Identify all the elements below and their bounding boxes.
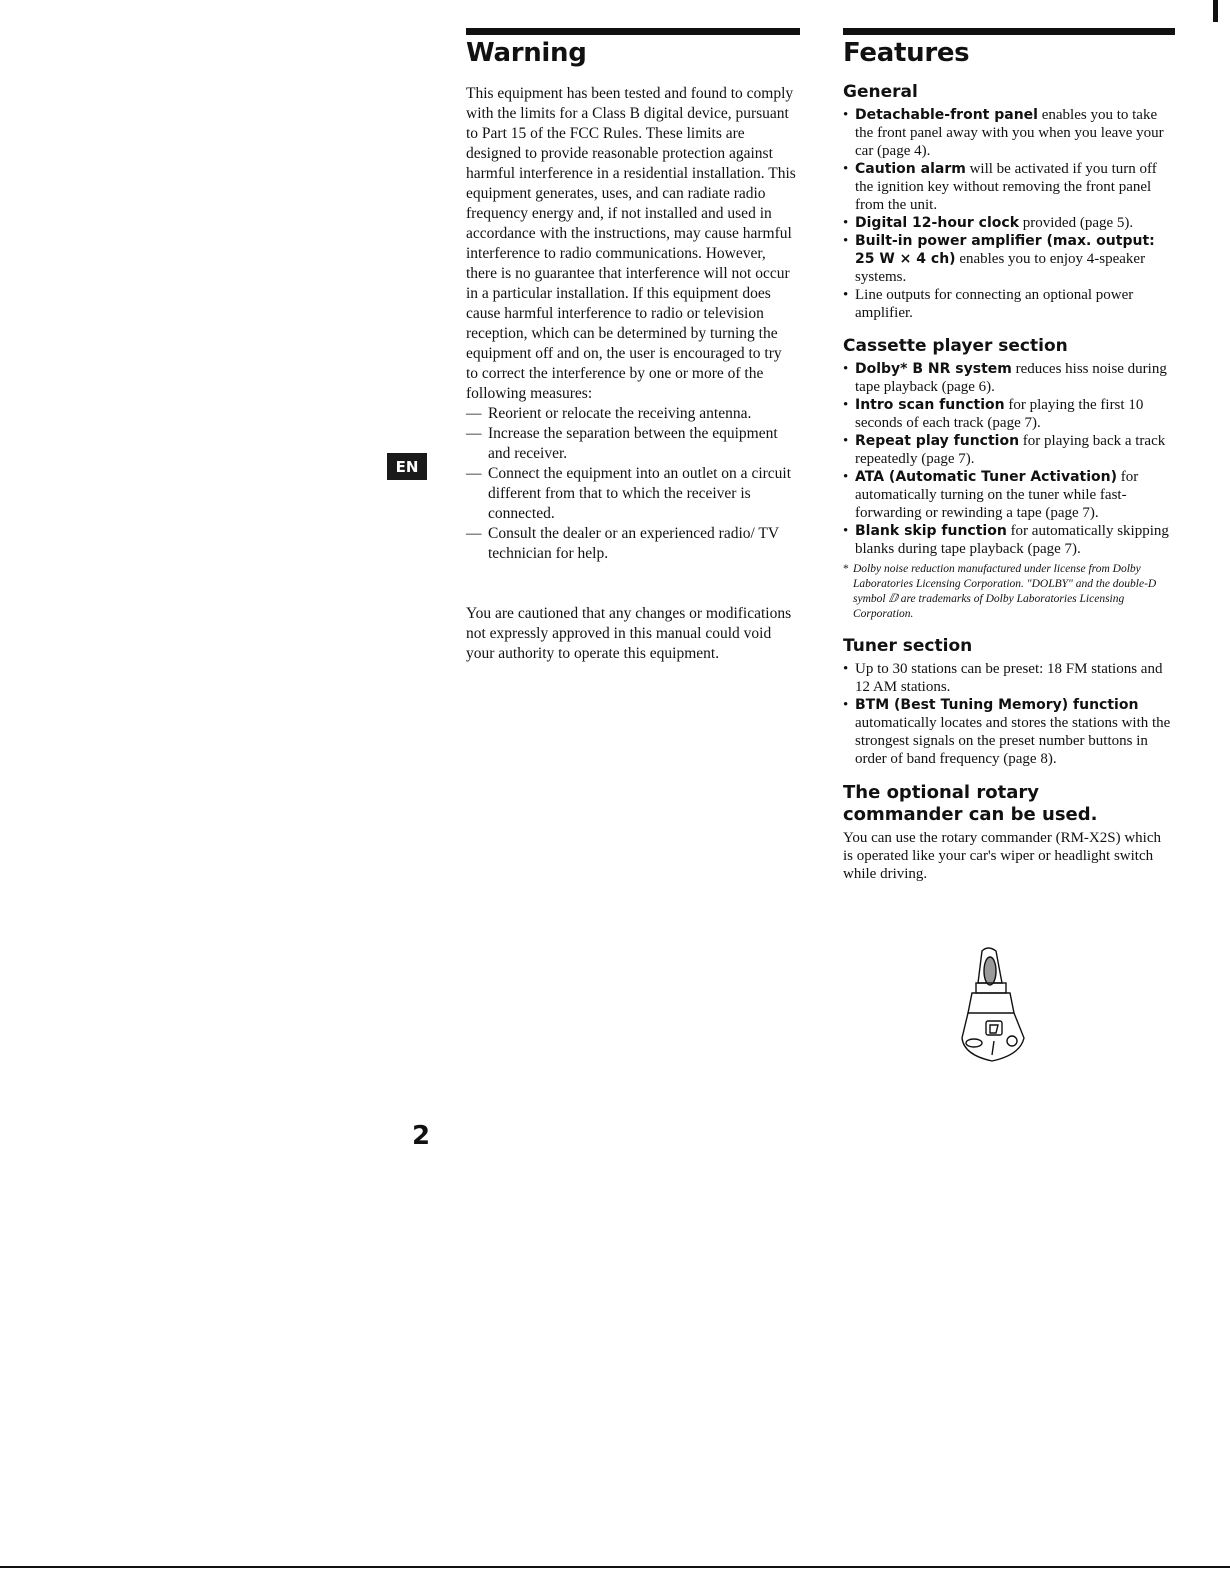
- feature-keyword: Built-in power amplifier (max. output: 25 W × 4 ch): [855, 233, 1155, 267]
- general-section: [843, 82, 1173, 322]
- measure-item: — Consult the dealer or an experienced radio/ TV technician for help.: [466, 524, 796, 564]
- tuner-heading: Tuner section: [843, 636, 973, 656]
- general-list: [843, 106, 1173, 322]
- general-heading: General: [843, 82, 918, 102]
- bottom-edge-line: [0, 1566, 1230, 1568]
- features-column: [843, 82, 1173, 897]
- cassette-section: [843, 336, 1173, 622]
- feature-text: reduces hiss noise during tape playback (page 6).: [855, 361, 1167, 395]
- feature-text: automatically locates and stores the stations with the strongest signals on the preset number buttons in order of band frequency (page 8).: [855, 715, 1171, 767]
- feature-keyword: Dolby* B NR system: [855, 361, 1012, 377]
- feature-text: for playing the first 10 seconds of each track (page 7).: [855, 397, 1144, 431]
- tuner-section: [843, 636, 1173, 768]
- features-title: Features: [843, 38, 970, 68]
- feature-item: [843, 432, 1173, 468]
- feature-text: Line outputs for connecting an optional power amplifier.: [855, 287, 1134, 321]
- warning-notice: You are cautioned that any changes or modifications not expressly approved in this manual could void your authority to operate this equipment.: [466, 605, 792, 662]
- feature-item: [843, 232, 1173, 286]
- feature-item: [843, 522, 1173, 558]
- feature-item: [843, 286, 1173, 322]
- feature-text: for playing back a track repeatedly (page 7).: [855, 433, 1166, 467]
- feature-text: for automatically turning on the tuner while fast-forwarding or rewinding a tape (page 7).: [855, 469, 1139, 521]
- feature-keyword: Digital 12-hour clock: [855, 215, 1020, 231]
- measure-item: — Reorient or relocate the receiving antenna.: [466, 404, 796, 424]
- rotary-section: [843, 782, 1173, 883]
- feature-keyword: Repeat play function: [855, 433, 1020, 449]
- warning-rule: [466, 28, 800, 35]
- warning-column: [466, 84, 796, 664]
- feature-keyword: BTM (Best Tuning Memory) function: [855, 697, 1139, 713]
- feature-text: provided (page 5).: [1019, 215, 1134, 231]
- feature-text: Up to 30 stations can be preset: 18 FM stations and 12 AM stations.: [855, 661, 1163, 695]
- feature-text: enables you to enjoy 4-speaker systems.: [855, 251, 1146, 285]
- feature-keyword: Intro scan function: [855, 397, 1005, 413]
- feature-item: [843, 214, 1173, 232]
- rotary-text: You can use the rotary commander (RM-X2S) which is operated like your car's wiper or headlight switch while driving.: [843, 830, 1161, 882]
- feature-keyword: ATA (Automatic Tuner Activation): [855, 469, 1118, 485]
- measure-item: — Increase the separation between the equipment and receiver.: [466, 424, 796, 464]
- feature-text: enables you to take the front panel away with you when you leave your car (page 4).: [855, 107, 1164, 159]
- measures-list: [466, 404, 796, 564]
- warning-paragraph: This equipment has been tested and found to comply with the limits for a Class B digital device, pursuant to Part 15 of the FCC Rules. These limits are designed to provide reasonable protection against harmful interference in a residential installation. This equipment generates, uses, and can radiate radio frequency energy and, if not installed and used in accordance with the instructions, may cause harmful interference to radio communications. However, there is no guarantee that interference will not occur in a particular installation. If this equipment does cause harmful interference to radio or television reception, which can be determined by turning the equipment off and on, the user is encouraged to try to correct the interference by one or more of the following measures:: [466, 85, 796, 402]
- feature-item: [843, 160, 1173, 214]
- feature-item: [843, 106, 1173, 160]
- feature-keyword: Caution alarm: [855, 161, 966, 177]
- dolby-footnote: * Dolby noise reduction manufactured under license from Dolby Laboratories Licensing Corporation. "DOLBY" and the double-D symbol ⅅ are trademarks of Dolby Laboratories Licensing Corporation.: [843, 562, 1173, 622]
- features-rule: [843, 28, 1175, 35]
- tuner-list: [843, 660, 1173, 768]
- edge-mark: [1213, 0, 1218, 22]
- feature-item: [843, 660, 1173, 696]
- feature-text: for automatically skipping blanks during tape playback (page 7).: [855, 523, 1169, 557]
- cassette-heading: Cassette player section: [843, 336, 1068, 356]
- feature-item: [843, 468, 1173, 522]
- rotary-heading: The optional rotary commander can be used.: [843, 782, 1098, 825]
- rotary-commander-illustration: [952, 943, 1032, 1065]
- feature-item: [843, 396, 1173, 432]
- feature-item: [843, 360, 1173, 396]
- page-number: 2: [412, 1121, 431, 1151]
- language-tab: EN: [387, 453, 427, 480]
- measure-item: — Connect the equipment into an outlet on a circuit different from that to which the receiver is connected.: [466, 464, 796, 524]
- warning-title: Warning: [466, 38, 587, 68]
- cassette-list: [843, 360, 1173, 558]
- feature-keyword: Blank skip function: [855, 523, 1007, 539]
- feature-keyword: Detachable-front panel: [855, 107, 1038, 123]
- feature-item: [843, 696, 1173, 768]
- feature-text: will be activated if you turn off the ignition key without removing the front panel from the unit.: [855, 161, 1157, 213]
